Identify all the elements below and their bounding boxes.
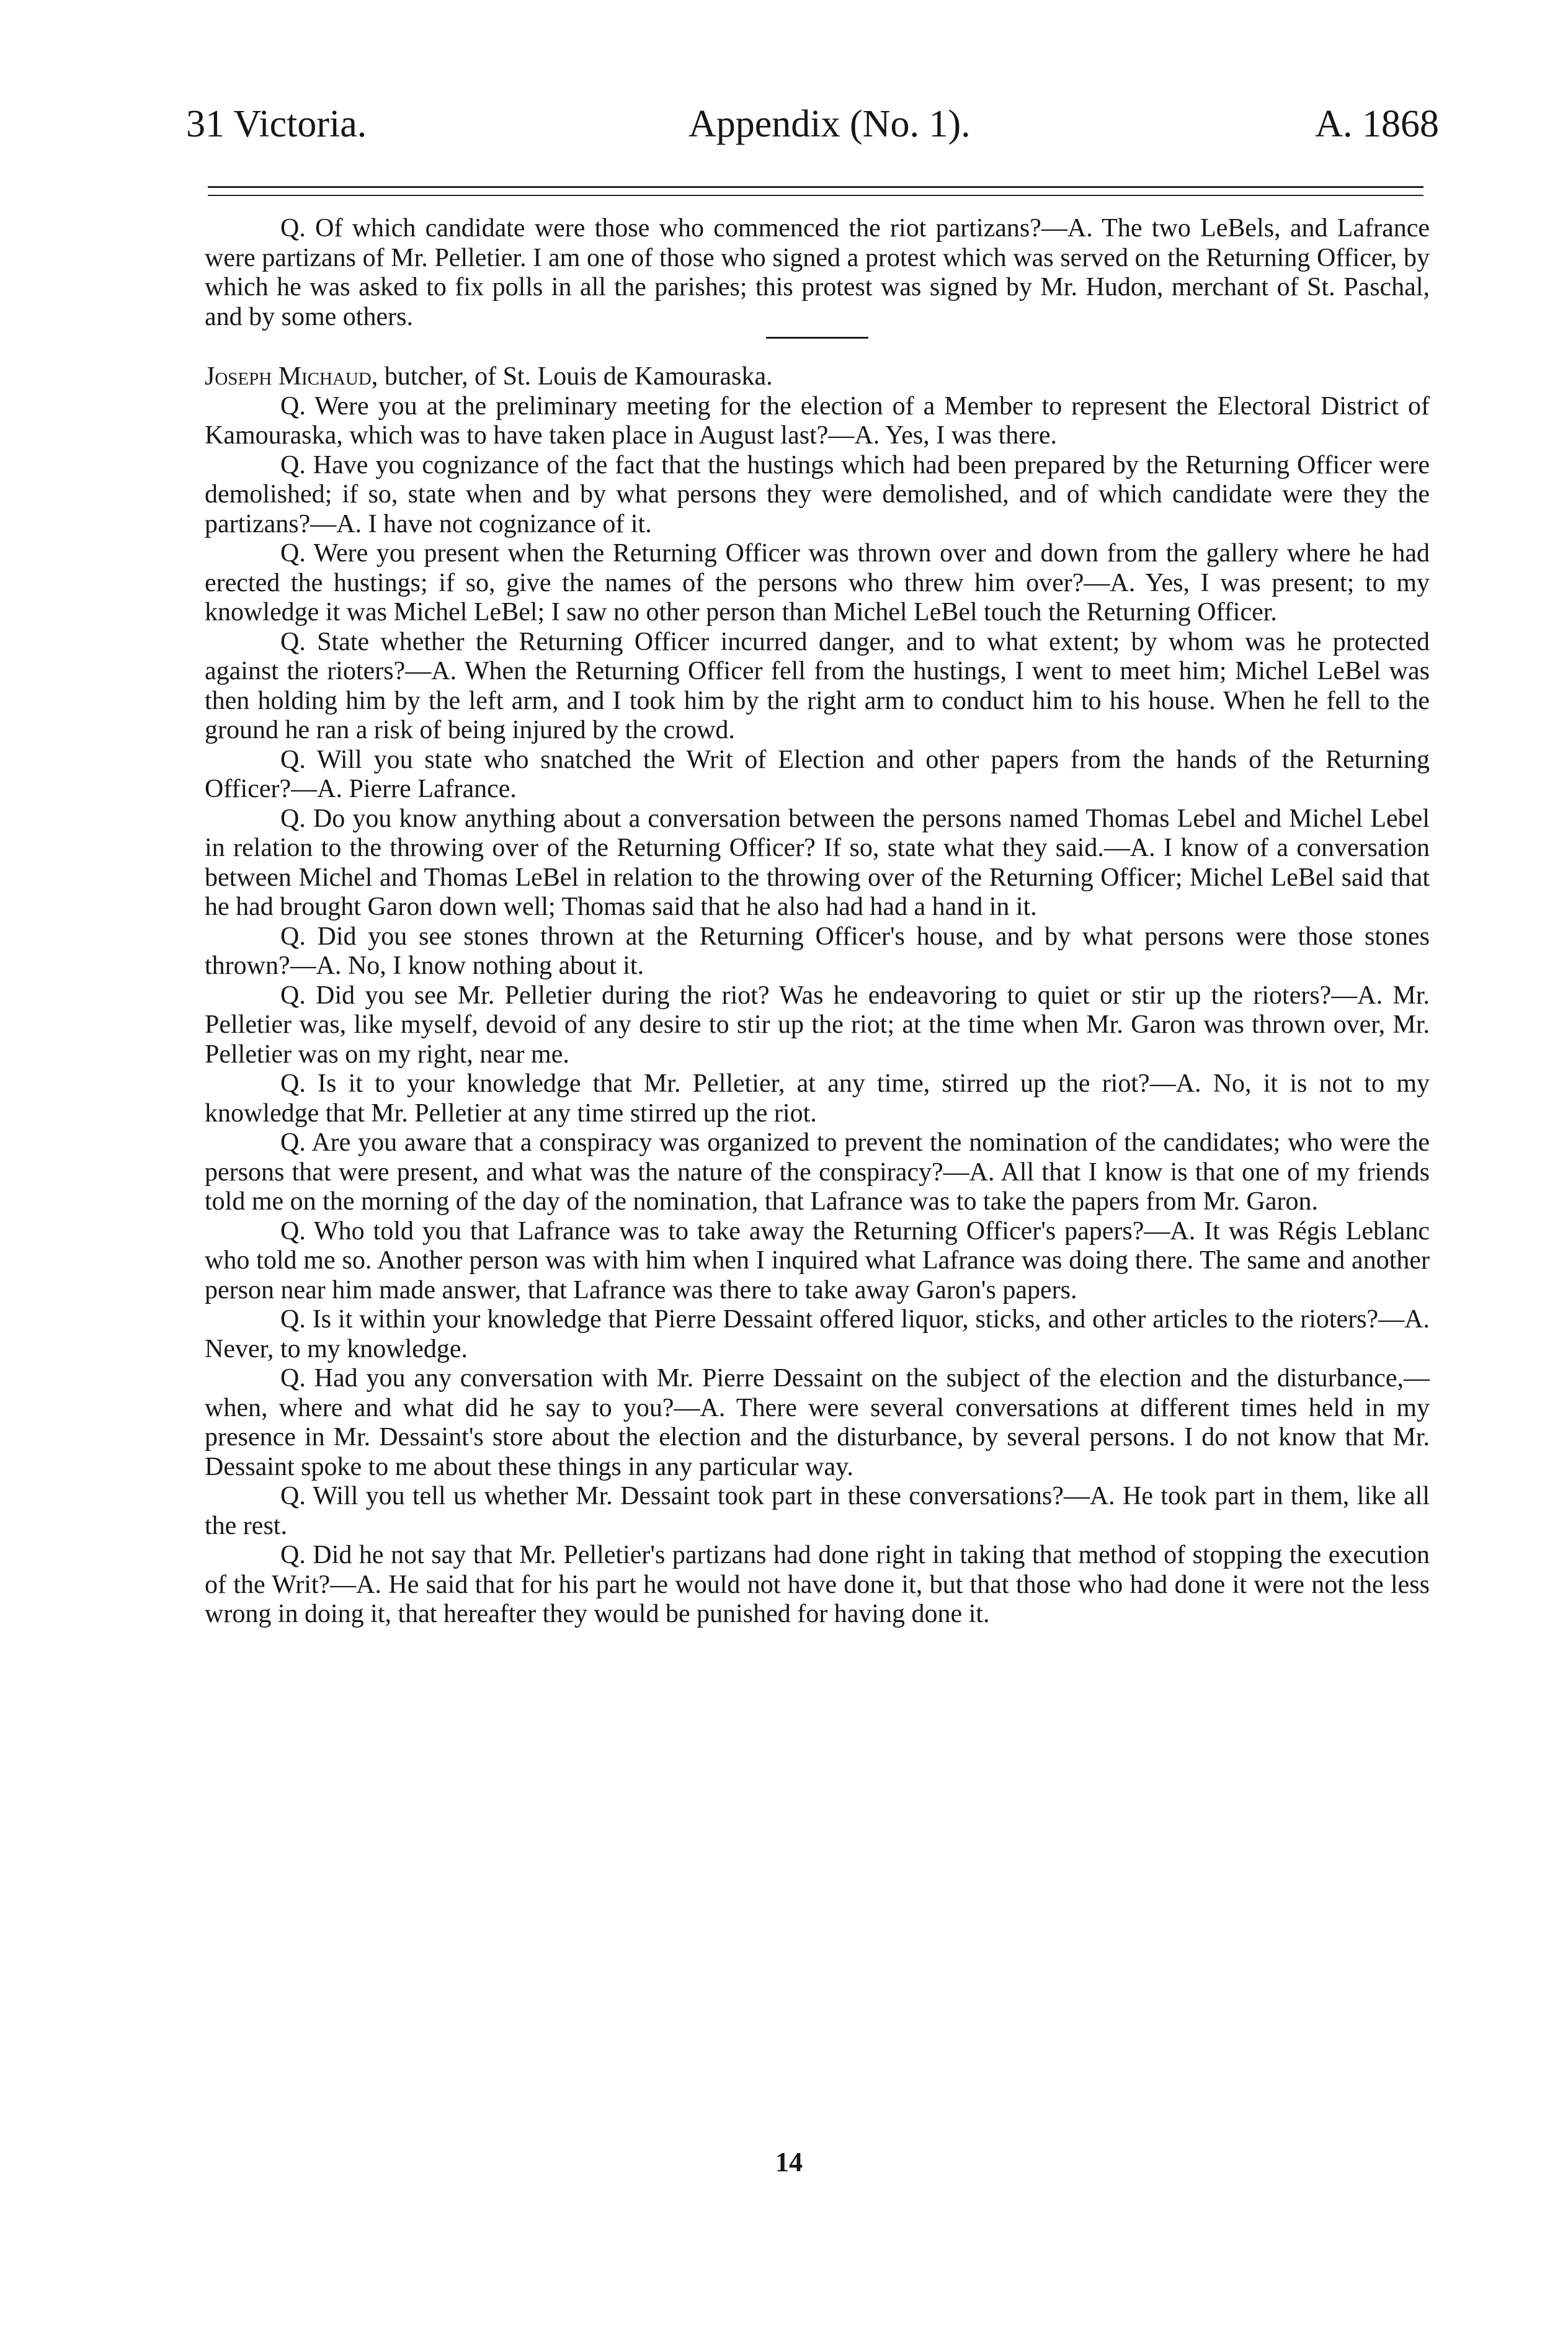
running-header: [186, 102, 1439, 171]
qa-paragraph: Q. Did he not say that Mr. Pelletier's partizans had done right in taking that method of stopping the execution of the Writ?—A. He said that for his part he would not have done it, but that those who had done it were not the less wrong in doing it, that hereafter they would be punished for having done it.: [205, 1541, 1430, 1628]
qa-paragraph: Q. Did you see stones thrown at the Returning Officer's house, and by what persons were those stones thrown?—A. No, I know nothing about it.: [205, 922, 1430, 980]
qa-paragraph: Q. Will you tell us whether Mr. Dessaint took part in these conversations?—A. He took part in them, like all the rest.: [205, 1482, 1430, 1540]
witness-description: , butcher, of St. Louis de Kamouraska.: [371, 362, 773, 391]
qa-paragraph: Q. Is it to your knowledge that Mr. Pelletier, at any time, stirred up the riot?—A. No, it is not to my knowledge that Mr. Pelletier at any time stirred up the riot.: [205, 1069, 1430, 1128]
qa-paragraph: Q. Who told you that Lafrance was to take away the Returning Officer's papers?—A. It was Régis Leblanc who told me so. Another person was with him when I inquired what Lafrance was doing there. The same and another person near him made answer, that Lafrance was there to take away Garon's papers.: [205, 1216, 1430, 1304]
witness-name: Joseph Michaud: [205, 362, 372, 391]
qa-paragraph: Q. Will you state who snatched the Writ of Election and other papers from the hands of the Returning Officer?—A. Pierre Lafrance.: [205, 745, 1430, 803]
header-appendix: Appendix (No. 1).: [688, 103, 971, 145]
document-body: [205, 214, 1430, 1629]
qa-paragraph: Q. Did you see Mr. Pelletier during the riot? Was he endeavoring to quiet or stir up the rioters?—A. Mr. Pelletier was, like myself, devoid of any desire to stir up the riot; at the time when Mr. Garon was thrown over, Mr. Pelletier was on my right, near me.: [205, 981, 1430, 1069]
qa-paragraph: Q. Are you aware that a conspiracy was organized to prevent the nomination of the candidates; who were the persons that were present, and what was the nature of the conspiracy?—A. All that I know is that one of my friends told me on the morning of the day of the nomination, that Lafrance was to take the papers from Mr. Garon.: [205, 1128, 1430, 1216]
header-rule-top: [208, 186, 1423, 188]
qa-paragraph: Q. Do you know anything about a conversation between the persons named Thomas Lebel and Michel Lebel in relation to the throwing over of the Returning Officer? If so, state what they said.—A. I know of a conversation between Michel and Thomas LeBel in relation to the throwing over of the Returning Officer; Michel LeBel said that he had brought Garon down well; Thomas said that he also had had a hand in it.: [205, 804, 1430, 921]
qa-paragraph: Q. Have you cognizance of the fact that the hustings which had been prepared by the Returning Officer were demolished; if so, state when and by what persons they were demolished, and of which candidate were they the partizans?—A. I have not cognizance of it.: [205, 450, 1430, 538]
header-rule-bottom: [208, 195, 1423, 196]
section-divider: [766, 337, 868, 339]
intro-paragraph: Q. Of which candidate were those who commenced the riot partizans?—A. The two LeBels, and Lafrance were partizans of Mr. Pelletier. I am one of those who signed a protest which was served on the Returning Officer, by which he was asked to fix polls in all the parishes; this protest was signed by Mr. Hudon, merchant of St. Paschal, and by some others.: [205, 214, 1430, 331]
header-year: A. 1868: [1315, 103, 1439, 145]
qa-paragraph: Q. Is it within your knowledge that Pierre Dessaint offered liquor, sticks, and other articles to the rioters?—A. Never, to my knowledge.: [205, 1305, 1430, 1363]
witness-heading: [205, 362, 1430, 392]
qa-paragraph: Q. Had you any conversation with Mr. Pierre Dessaint on the subject of the election and the disturbance,—when, where and what did he say to you?—A. There were several conversations at different times held in my presence in Mr. Dessaint's store about the election and the disturbance, by several persons. I do not know that Mr. Dessaint spoke to me about these things in any particular way.: [205, 1364, 1430, 1481]
page-number: 14: [775, 2147, 803, 2177]
qa-paragraph: Q. Were you present when the Returning Officer was thrown over and down from the gallery where he had erected the hustings; if so, give the names of the persons who threw him over?—A. Yes, I was present; to my knowledge it was Michel LeBel; I saw no other person than Michel LeBel touch the Returning Officer.: [205, 539, 1430, 626]
qa-paragraph: Q. State whether the Returning Officer incurred danger, and to what extent; by whom was he protected against the rioters?—A. When the Returning Officer fell from the hustings, I went to meet him; Michel LeBel was then holding him by the left arm, and I took him by the right arm to conduct him to his house. When he fell to the ground he ran a risk of being injured by the crowd.: [205, 627, 1430, 744]
qa-paragraph: Q. Were you at the preliminary meeting for the election of a Member to represent the Electoral District of Kamouraska, which was to have taken place in August last?—A. Yes, I was there.: [205, 391, 1430, 450]
header-session: 31 Victoria.: [186, 103, 367, 145]
